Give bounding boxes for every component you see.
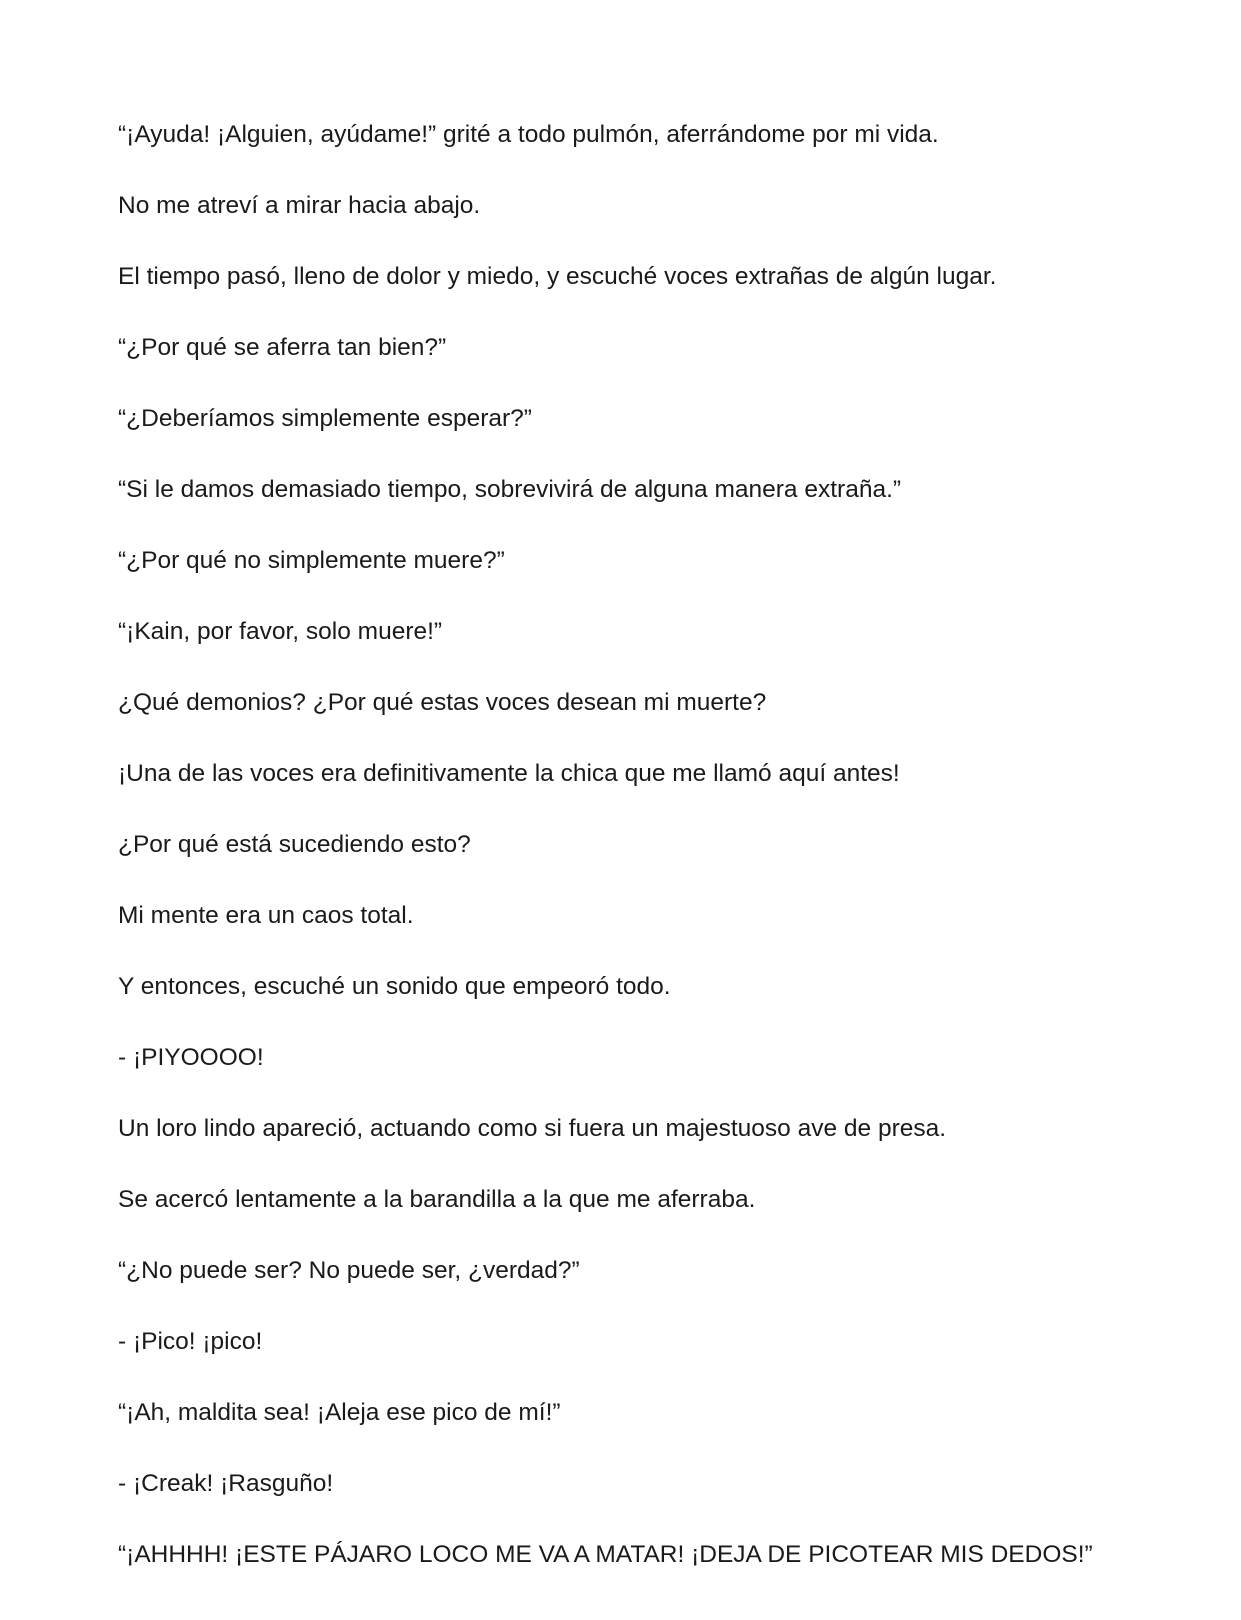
text-line: “¿Por qué no simplemente muere?” bbox=[118, 547, 505, 574]
text-line: ¿Por qué está sucediendo esto? bbox=[118, 831, 471, 858]
text-line: “¡Ah, maldita sea! ¡Aleja ese pico de mí!” bbox=[118, 1399, 561, 1426]
text-line: No me atreví a mirar hacia abajo. bbox=[118, 192, 481, 219]
document-body bbox=[118, 115, 1208, 1606]
text-line: ¡Una de las voces era definitivamente la chica que me llamó aquí antes! bbox=[118, 760, 900, 787]
text-line: Mi mente era un caos total. bbox=[118, 902, 414, 929]
text-line: “Si le damos demasiado tiempo, sobrevivirá de alguna manera extraña.” bbox=[118, 476, 902, 503]
text-line: Un loro lindo apareció, actuando como si fuera un majestuoso ave de presa. bbox=[118, 1115, 947, 1142]
text-line: Se acercó lentamente a la barandilla a la que me aferraba. bbox=[118, 1186, 756, 1213]
text-line: “¿Por qué se aferra tan bien?” bbox=[118, 334, 447, 361]
text-line: “¡Kain, por favor, solo muere!” bbox=[118, 618, 443, 645]
text-line: - ¡PIYOOOO! bbox=[118, 1044, 264, 1071]
text-line: “¡AHHHH! ¡ESTE PÁJARO LOCO ME VA A MATAR! ¡DEJA DE PICOTEAR MIS DEDOS!” bbox=[118, 1541, 1093, 1568]
text-line: El tiempo pasó, lleno de dolor y miedo, y escuché voces extrañas de algún lugar. bbox=[118, 263, 997, 290]
text-line: ¿Qué demonios? ¿Por qué estas voces desean mi muerte? bbox=[118, 689, 767, 716]
text-line: “¡Ayuda! ¡Alguien, ayúdame!” grité a todo pulmón, aferrándome por mi vida. bbox=[118, 121, 939, 148]
text-line: Y entonces, escuché un sonido que empeoró todo. bbox=[118, 973, 671, 1000]
text-line: “¿Deberíamos simplemente esperar?” bbox=[118, 405, 532, 432]
text-line: - ¡Creak! ¡Rasguño! bbox=[118, 1470, 334, 1497]
text-line: “¿No puede ser? No puede ser, ¿verdad?” bbox=[118, 1257, 580, 1284]
text-line: - ¡Pico! ¡pico! bbox=[118, 1328, 263, 1355]
